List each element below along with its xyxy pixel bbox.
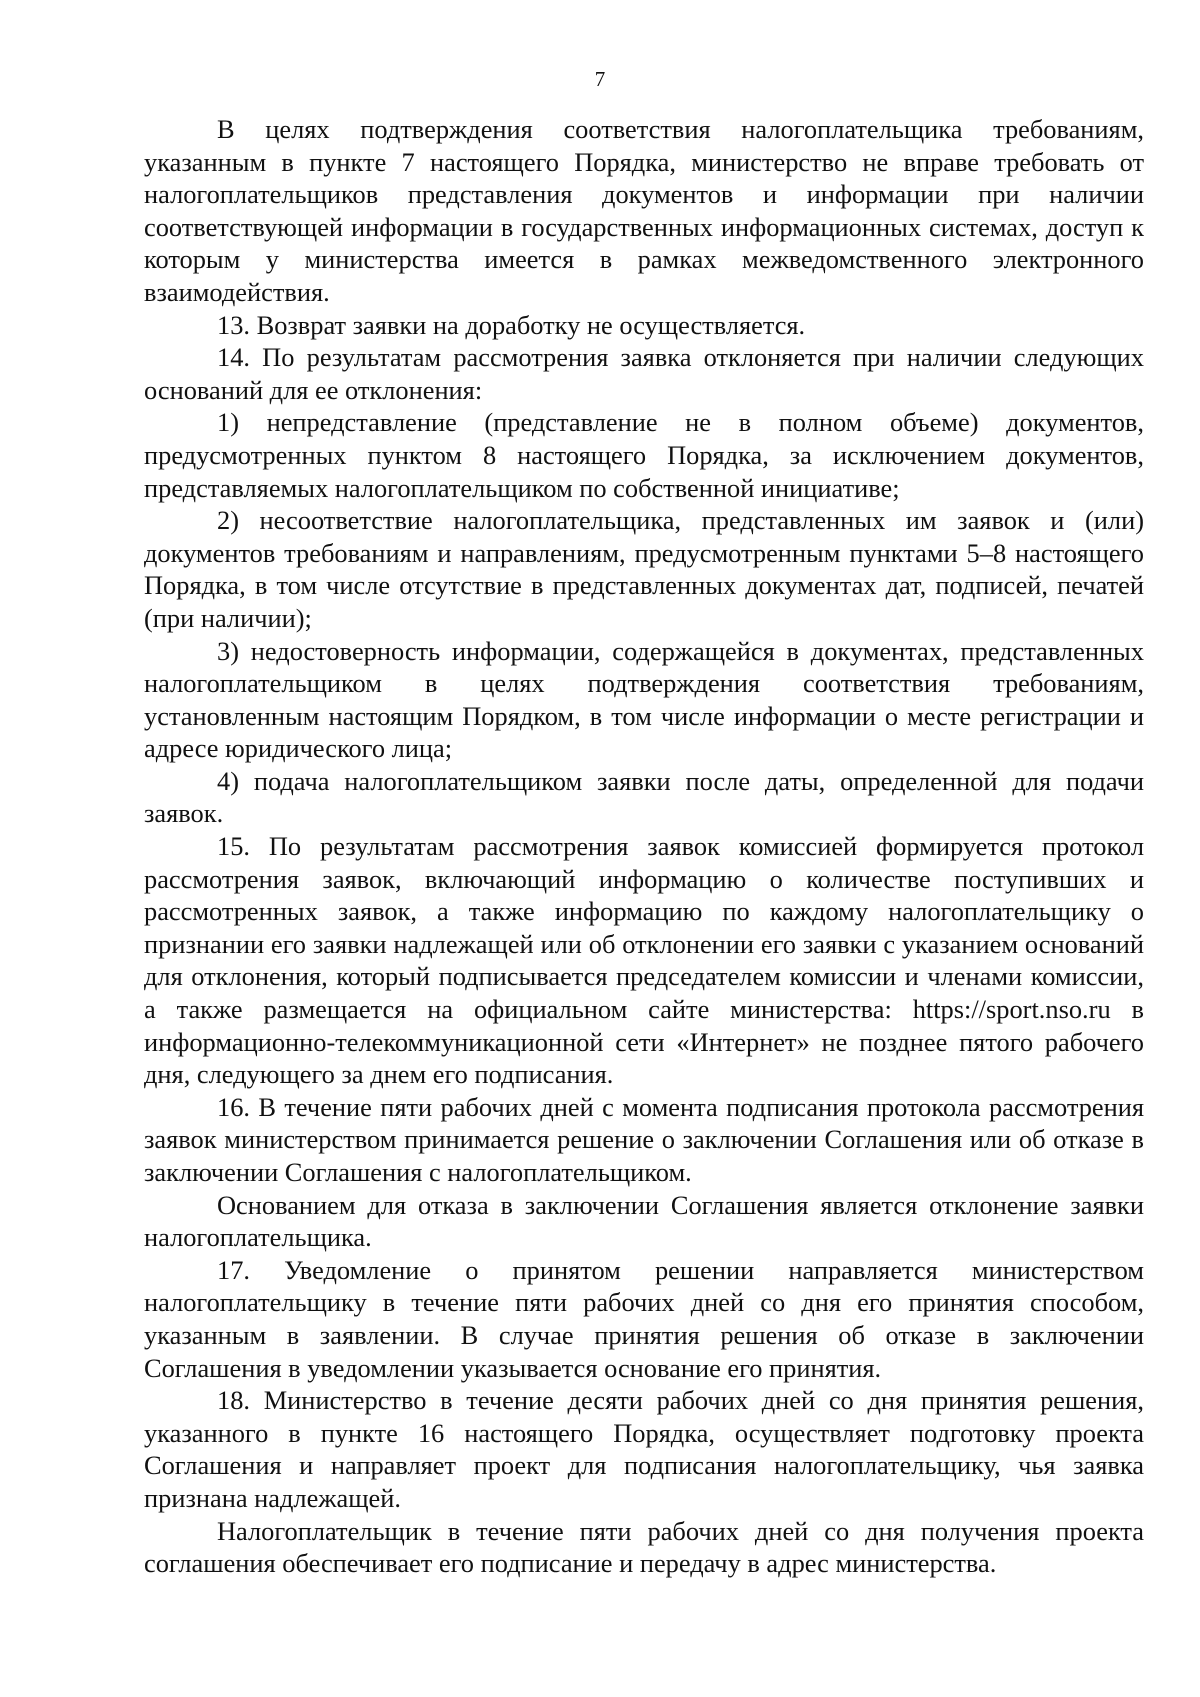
paragraph-18: 18. Министерство в течение десяти рабочих дней со дня принятия решения, указанного в пункте 16 настоящего Порядка, осуществляет подготовку проекта Соглашения и направляет проект для подписания налогоплательщику, чья заявка признана надлежащей.	[144, 1385, 1144, 1513]
paragraph-15: 15. По результатам рассмотрения заявок комиссией формируется протокол рассмотрения заявок, включающий информацию о количестве поступивших и рассмотренных заявок, а также информацию по каждому налогоплательщику о признании его заявки надлежащей или об отклонении его заявки с указанием оснований для отклонения, который подписывается председателем комиссии и членами комиссии, а также размещается на официальном сайте министерства: https://sport.nso.ru в информационно-телекоммуникационной сети «Интернет» не позднее пятого рабочего дня, следующего за днем его подписания.	[144, 831, 1144, 1090]
paragraph-16-refusal-basis: Основанием для отказа в заключении Соглашения является отклонение заявки налогоплательщика.	[144, 1189, 1144, 1253]
paragraph-14-item-2: 2) несоответствие налогоплательщика, представленных им заявок и (или) документов требованиям и направлениям, предусмотренным пунктами 5–8 настоящего Порядка, в том числе отсутствие в представленных документах дат, подписей, печатей (при наличии);	[144, 505, 1144, 633]
paragraph-14-item-1: 1) непредставление (представление не в полном объеме) документов, предусмотренных пунктом 8 настоящего Порядка, за исключением документов, представляемых налогоплательщиком по собственной инициативе;	[144, 407, 1144, 503]
paragraph-14-item-4: 4) подача налогоплательщиком заявки после даты, определенной для подачи заявок.	[144, 765, 1144, 829]
paragraph-16: 16. В течение пяти рабочих дней с момента подписания протокола рассмотрения заявок министерством принимается решение о заключении Соглашения или об отказе в заключении Соглашения с налогоплательщиком.	[144, 1091, 1144, 1187]
paragraph-14-item-3: 3) недостоверность информации, содержащейся в документах, представленных налогоплательщиком в целях подтверждения соответствия требованиям, установленным настоящим Порядком, в том числе информации о месте регистрации и адресе юридического лица;	[144, 635, 1144, 764]
paragraph-verification-intro: В целях подтверждения соответствия налогоплательщика требованиям, указанным в пункте 7 настоящего Порядка, министерство не вправе требовать от налогоплательщиков представления документов и информации при наличии соответствующей информации в государственных информационных системах, доступ к которым у министерства имеется в рамках межведомственного электронного взаимодействия.	[144, 114, 1144, 307]
paragraph-17: 17. Уведомление о принятом решении направляется министерством налогоплательщику в течение пяти рабочих дней со дня его принятия способом, указанным в заявлении. В случае принятия решения об отказе в заключении Соглашения в уведомлении указывается основание его принятия.	[144, 1254, 1144, 1383]
document-body	[144, 113, 1144, 1580]
paragraph-13: 13. Возврат заявки на доработку не осуществляется.	[217, 309, 806, 340]
paragraph-18-signing: Налогоплательщик в течение пяти рабочих дней со дня получения проекта соглашения обеспечивает его подписание и передачу в адрес министерства.	[144, 1515, 1144, 1579]
paragraph-14: 14. По результатам рассмотрения заявка отклоняется при наличии следующих оснований для ее отклонения:	[144, 342, 1144, 405]
page-number: 7	[594, 67, 606, 91]
